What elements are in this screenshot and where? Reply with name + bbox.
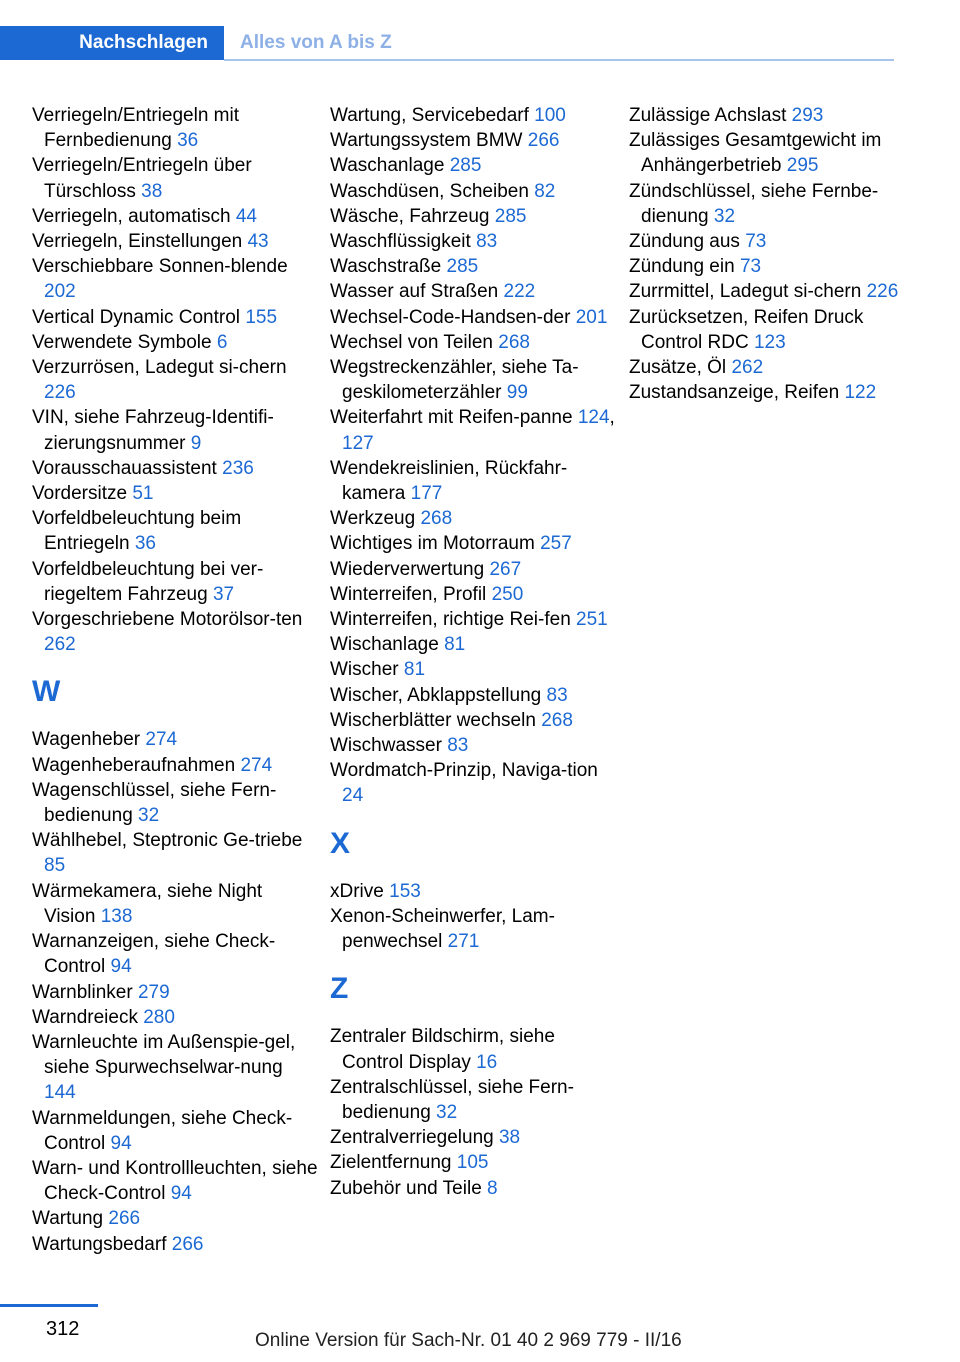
- page-link[interactable]: 8: [487, 1177, 498, 1199]
- index-entry: [32, 1156, 318, 1206]
- index-entry: [330, 557, 616, 582]
- index-entry: [32, 204, 318, 229]
- page-link[interactable]: 153: [389, 880, 421, 902]
- page-link[interactable]: 82: [534, 180, 556, 202]
- page-link[interactable]: 268: [541, 709, 573, 731]
- index-entry-term: Vorausschauassistent: [32, 457, 217, 479]
- index-entry: [32, 557, 318, 607]
- index-entry: [330, 456, 616, 506]
- page-link[interactable]: 266: [108, 1208, 141, 1230]
- index-entry-term: Werkzeug: [330, 508, 416, 530]
- page-link[interactable]: 73: [745, 231, 767, 253]
- page-link[interactable]: 94: [110, 1132, 132, 1154]
- index-entry-term: Xenon-Scheinwerfer, Lam-penwechsel: [330, 905, 555, 953]
- index-entry: [32, 1005, 318, 1030]
- index-entry-term: Wechsel-Code-Handsen-der: [330, 306, 571, 328]
- index-entry-term: Zurrmittel, Ladegut si-chern: [629, 281, 862, 303]
- page-link[interactable]: 9: [190, 432, 202, 454]
- page-link[interactable]: 16: [476, 1051, 498, 1073]
- page-link[interactable]: 268: [498, 331, 530, 353]
- index-entry: [32, 1106, 318, 1156]
- index-entry: [330, 153, 616, 178]
- index-entry: [330, 733, 616, 758]
- index-entry-term: Warnanzeigen, siehe Check-Control: [32, 931, 276, 978]
- index-entry-term: Wechsel von Teilen: [330, 331, 494, 353]
- page-link[interactable]: 83: [476, 231, 498, 253]
- page-link[interactable]: 124: [577, 407, 610, 429]
- page-link[interactable]: 279: [137, 981, 170, 1003]
- page-link[interactable]: 94: [170, 1183, 192, 1205]
- index-entry-term: Warnmeldungen, siehe Check-Control: [32, 1107, 293, 1154]
- index-entry-term: Winterreifen, richtige Rei-fen: [330, 609, 571, 631]
- index-entry: [32, 254, 318, 304]
- index-entry: [32, 506, 318, 556]
- index-entry-term: Zurücksetzen, Reifen Druck Control RDC: [629, 306, 864, 353]
- page-link[interactable]: 262: [44, 634, 76, 656]
- index-entry-term: Zulässige Achslast: [629, 105, 787, 126]
- index-entry-term: Wagenheberaufnahmen: [32, 754, 236, 776]
- index-entry: [330, 204, 616, 229]
- index-letter-heading: X: [330, 826, 351, 860]
- index-entry: [32, 929, 318, 979]
- index-entry: [330, 904, 616, 954]
- page-link[interactable]: 51: [132, 483, 154, 505]
- index-entry: [32, 879, 318, 929]
- page-link[interactable]: 43: [247, 231, 269, 253]
- index-letter-heading: Z: [330, 972, 349, 1006]
- page-link[interactable]: 155: [245, 306, 278, 328]
- footer-version-text: Online Version für Sach-Nr. 01 40 2 969 779 - II/16: [255, 1330, 682, 1351]
- index-entry: [330, 1176, 616, 1201]
- index-entry-term: Verschiebbare Sonnen-blende: [32, 256, 288, 278]
- page-link[interactable]: 6: [216, 331, 228, 353]
- index-entry-term: Zusätze, Öl: [629, 357, 727, 379]
- page-link[interactable]: 285: [446, 256, 479, 278]
- index-entry: [629, 229, 915, 254]
- index-entry-term: Wartungsbedarf: [32, 1233, 167, 1255]
- page-link[interactable]: 24: [342, 785, 364, 807]
- index-entry-term: Vorgeschriebene Motorölsor-ten: [32, 609, 303, 631]
- index-entry: [629, 279, 915, 304]
- index-entry-term: Waschflüssigkeit: [330, 231, 471, 253]
- page-link[interactable]: 83: [447, 735, 469, 757]
- index-entry: [32, 828, 318, 878]
- page-link[interactable]: 285: [449, 155, 482, 177]
- index-entry: [32, 607, 318, 657]
- index-entry-term: Wordmatch-Prinzip, Naviga-tion: [330, 760, 598, 782]
- index-entry-term: Vorfeldbeleuchtung bei ver-riegeltem Fahrzeug: [32, 558, 264, 605]
- page-link[interactable]: 266: [527, 130, 560, 152]
- page-link[interactable]: 201: [575, 306, 608, 328]
- page-link[interactable]: 274: [240, 754, 273, 776]
- index-entry-term: VIN, siehe Fahrzeug-Identifi-zierungsnummer: [32, 407, 274, 454]
- index-entry: [629, 254, 915, 279]
- index-entry-term: Wendekreislinien, Rückfahr-kamera: [330, 457, 568, 505]
- index-entry: [330, 128, 616, 153]
- page-link[interactable]: 138: [100, 905, 133, 927]
- index-entry: [32, 1206, 318, 1231]
- index-entry-term: Winterreifen, Profil: [330, 583, 487, 605]
- page-link[interactable]: 202: [44, 281, 76, 303]
- index-entry-term: Zubehör und Teile: [330, 1177, 482, 1199]
- page-link[interactable]: 81: [444, 634, 466, 656]
- index-entry-term: Waschstraße: [330, 256, 442, 278]
- page-link[interactable]: 274: [145, 729, 178, 751]
- index-entry: [330, 103, 616, 128]
- index-entry-term: Zulässiges Gesamtgewicht im Anhängerbetrieb: [629, 130, 882, 177]
- page-link[interactable]: 83: [546, 684, 568, 706]
- page-link[interactable]: 271: [447, 931, 480, 953]
- page-link[interactable]: 267: [489, 558, 522, 580]
- index-entry-term: Zündschlüssel, siehe Fernbe-dienung: [629, 180, 879, 227]
- index-entry: [330, 279, 616, 304]
- index-entry-term: Verriegeln/Entriegeln mit Fernbedienung: [32, 105, 239, 152]
- page-link[interactable]: 257: [540, 533, 572, 555]
- index-entry-term: Vordersitze: [32, 483, 128, 505]
- page-link[interactable]: 38: [498, 1127, 521, 1149]
- index-entry-term: Wartung, Servicebedarf: [330, 105, 529, 126]
- index-entry: [330, 305, 616, 330]
- index-entry-term: Vertical Dynamic Control: [32, 306, 241, 328]
- index-entry-term: Wählhebel, Steptronic Ge-triebe: [32, 830, 303, 852]
- page-link[interactable]: 73: [739, 256, 762, 278]
- page-link[interactable]: 266: [171, 1233, 204, 1255]
- index-entry: [32, 153, 318, 203]
- page-link[interactable]: 285: [494, 205, 527, 227]
- index-entry-term: Waschanlage: [330, 155, 445, 177]
- index-entry: [32, 727, 318, 752]
- index-entry-term: Zentraler Bildschirm, siehe Control Display: [330, 1026, 555, 1073]
- page-link[interactable]: 94: [110, 956, 132, 978]
- index-entry-term: Zündung aus: [629, 231, 740, 253]
- page-link[interactable]: 32: [713, 205, 736, 227]
- index-entry: [32, 305, 318, 330]
- index-entry-term: Warnblinker: [32, 981, 133, 1003]
- index-entry: [330, 632, 616, 657]
- header-tabbar: [0, 26, 894, 62]
- footer-accent-bar: [0, 1304, 98, 1307]
- index-entry-term: Wärmekamera, siehe Night Vision: [32, 880, 263, 927]
- index-entry-term: Wagenschlüssel, siehe Fern-bedienung: [32, 779, 277, 827]
- page-link[interactable]: 32: [138, 805, 160, 827]
- page-link[interactable]: 105: [456, 1152, 489, 1174]
- index-entry-term: Verzurrösen, Ladegut si-chern: [32, 357, 287, 379]
- index-entry-term: Warn- und Kontrollleuchten, siehe Check-Control: [32, 1157, 318, 1205]
- page-link[interactable]: 236: [222, 457, 254, 479]
- index-entry: [330, 1125, 616, 1150]
- index-column-3: [629, 103, 915, 405]
- page-link[interactable]: 262: [731, 357, 764, 379]
- index-entry: [32, 456, 318, 481]
- index-entry: Weiterfahrt mit Reifen-panne 124, 127: [330, 407, 615, 454]
- index-entry-term: Verriegeln/Entriegeln über Türschloss: [32, 155, 252, 202]
- index-entry-term: Waschdüsen, Scheiben: [330, 180, 529, 202]
- page-link[interactable]: 44: [235, 205, 257, 227]
- page-link[interactable]: 293: [791, 105, 824, 126]
- index-entry: [32, 753, 318, 778]
- index-entry-term: Wichtiges im Motorraum: [330, 533, 535, 555]
- page-link[interactable]: 99: [506, 382, 528, 404]
- index-entry: [629, 179, 915, 229]
- page-link[interactable]: 38: [141, 180, 163, 202]
- page-link[interactable]: 250: [491, 583, 524, 605]
- index-entry: [330, 254, 616, 279]
- index-entry: [330, 355, 616, 405]
- index-entry: [629, 305, 915, 355]
- page-link[interactable]: 251: [576, 609, 608, 631]
- index-entry-term: Verriegeln, automatisch: [32, 205, 231, 227]
- page-link[interactable]: 226: [866, 281, 899, 303]
- index-entry-term: Wäsche, Fahrzeug: [330, 205, 490, 227]
- index-entry: [330, 531, 616, 556]
- page-link[interactable]: 100: [534, 105, 566, 126]
- page-link[interactable]: 177: [410, 483, 443, 505]
- index-entry: [330, 1024, 616, 1074]
- index-entry-term: Weiterfahrt mit Reifen-panne: [330, 407, 573, 429]
- index-entry: [330, 1075, 616, 1125]
- index-entry-term: Zielentfernung: [330, 1152, 452, 1174]
- page-link[interactable]: 280: [143, 1006, 175, 1028]
- index-entry-term: Wischer: [330, 659, 399, 681]
- index-entry: [330, 683, 616, 708]
- index-entry: [330, 607, 616, 632]
- index-entry-term: Verriegeln, Einstellungen: [32, 231, 243, 253]
- index-entry-term: Zündung ein: [629, 256, 735, 278]
- index-entry-term: Zustandsanzeige, Reifen: [629, 382, 840, 404]
- index-letter-heading: W: [32, 675, 61, 709]
- index-entry-term: Wartungssystem BMW: [330, 130, 523, 152]
- index-entry: [32, 778, 318, 828]
- index-entry: [32, 1030, 318, 1106]
- index-entry: [629, 128, 915, 178]
- page-link[interactable]: 122: [844, 382, 877, 404]
- index-entry-term: Verwendete Symbole: [32, 331, 212, 353]
- index-entry-term: Wischanlage: [330, 634, 439, 656]
- index-entry-term: Vorfeldbeleuchtung beim Entriegeln: [32, 508, 242, 555]
- tab-alles-von-a-bis-z[interactable]: Alles von A bis Z: [240, 32, 392, 53]
- index-entry-term: Wischer, Abklappstellung: [330, 684, 542, 706]
- index-entry: [32, 481, 318, 506]
- index-entry: [330, 582, 616, 607]
- page-link[interactable]: 144: [44, 1082, 76, 1104]
- index-entry: [32, 355, 318, 405]
- index-entry: [32, 330, 318, 355]
- index-entry: [330, 758, 616, 808]
- index-entry-term: Zentralschlüssel, siehe Fern-bedienung: [330, 1076, 574, 1123]
- index-entry-term: Wegstreckenzähler, siehe Ta-geskilometerzähler: [330, 357, 579, 404]
- index-entry: [330, 657, 616, 682]
- index-entry: [629, 103, 915, 128]
- page-link[interactable]: 85: [44, 855, 66, 877]
- index-entry: [330, 1150, 616, 1175]
- index-entry: [32, 980, 318, 1005]
- page-number: 312: [46, 1318, 80, 1340]
- page-link[interactable]: 81: [403, 659, 426, 681]
- tab-nachschlagen[interactable]: Nachschlagen: [0, 26, 224, 60]
- index-entry: [629, 380, 915, 405]
- index-entry: [330, 879, 616, 904]
- page-link[interactable]: 32: [436, 1101, 458, 1123]
- page-link[interactable]: 268: [420, 508, 453, 530]
- index-entry: [32, 1232, 318, 1257]
- index-entry: [32, 103, 318, 153]
- page-link[interactable]: 127: [342, 432, 374, 454]
- page-link[interactable]: 123: [753, 331, 786, 353]
- index-entry: [330, 708, 616, 733]
- index-entry: [330, 229, 616, 254]
- index-entry-term: Zentralverriegelung: [330, 1127, 494, 1149]
- index-entry: [32, 405, 318, 455]
- index-entry-term: Wiederverwertung: [330, 558, 485, 580]
- index-entry-term: Wasser auf Straßen: [330, 281, 499, 303]
- page-link[interactable]: 36: [177, 130, 199, 152]
- index-entry-term: Warnleuchte im Außenspie-gel, siehe Spurwechselwar-nung: [32, 1031, 296, 1079]
- index-entry-term: Warndreieck: [32, 1006, 138, 1028]
- page-link[interactable]: 222: [503, 281, 536, 303]
- index-column-2: [330, 103, 616, 1201]
- index-column-1: [32, 103, 318, 1257]
- index-entry: [629, 355, 915, 380]
- index-entry: [330, 179, 616, 204]
- index-entry-term: xDrive: [330, 880, 384, 902]
- tab-divider-line: [224, 59, 894, 61]
- page-link[interactable]: 295: [786, 155, 819, 177]
- index-entry-term: Wagenheber: [32, 729, 141, 751]
- page-link[interactable]: 226: [44, 382, 76, 404]
- index-entry-term: Wischerblätter wechseln: [330, 709, 536, 731]
- page-link[interactable]: 37: [212, 583, 235, 605]
- index-entry-term: Wartung: [32, 1208, 104, 1230]
- index-entry: [32, 229, 318, 254]
- index-entry: [330, 330, 616, 355]
- index-entry: [330, 506, 616, 531]
- page-link[interactable]: 36: [134, 533, 156, 555]
- index-entry-term: Wischwasser: [330, 735, 442, 757]
